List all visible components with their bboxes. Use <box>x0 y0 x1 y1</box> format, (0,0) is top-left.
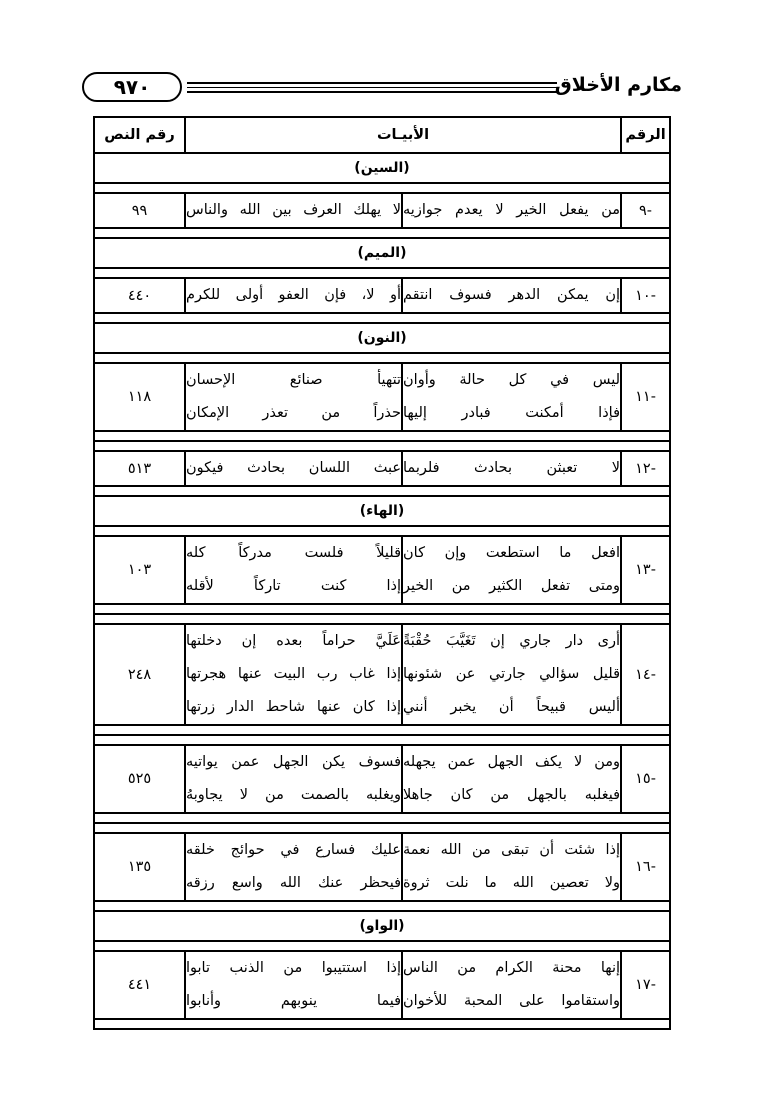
verse-line: فإذا أمكنت فبادر إليها <box>403 405 621 421</box>
verse-line: افعل ما استطعت وإن كان <box>403 545 621 561</box>
text-reference-number: ٤٤٠ <box>94 278 185 313</box>
section-title: (الواو) <box>94 911 670 941</box>
section-title: (الميم) <box>94 238 670 268</box>
verse-line: إذا غاب رب البيت عنها هجرتها <box>186 666 402 682</box>
table-row <box>94 193 670 228</box>
entry-number: -١٤ <box>621 624 670 725</box>
row-spacer <box>94 735 670 745</box>
verse-first-hemistich <box>402 278 621 313</box>
verse-first-hemistich <box>402 363 621 431</box>
section-header-row <box>94 323 670 353</box>
verse-line: إذا استتيبوا من الذنب تابوا <box>186 960 402 976</box>
row-spacer <box>94 604 670 614</box>
section-header-row <box>94 153 670 183</box>
page-header <box>82 72 682 106</box>
verse-line: قليلاً فلست مدركاً كله <box>186 545 402 561</box>
verse-line: ومن لا يكف الجهل عمن يجهله <box>403 754 621 770</box>
row-spacer <box>94 441 670 451</box>
verse-line: حذراً من تعذر الإمكان <box>186 405 402 421</box>
verse-first-hemistich <box>402 951 621 1019</box>
row-spacer <box>94 901 670 911</box>
entry-number: -١٢ <box>621 451 670 486</box>
verse-line: عليك فسارع في حوائج خلقه <box>186 842 402 858</box>
row-spacer <box>94 823 670 833</box>
entry-number: -١٦ <box>621 833 670 901</box>
table-row <box>94 536 670 604</box>
row-spacer <box>94 313 670 323</box>
entry-number: -١١ <box>621 363 670 431</box>
text-reference-number: ٩٩ <box>94 193 185 228</box>
verse-first-hemistich <box>402 833 621 901</box>
text-reference-number: ١٠٣ <box>94 536 185 604</box>
verse-line: قليل سؤالي جارتي عن شئونها <box>403 666 621 682</box>
row-spacer <box>94 353 670 363</box>
column-header-verses: الأبيـات <box>185 117 621 153</box>
verse-line: من يفعل الخير لا يعدم جوازيه <box>403 202 621 218</box>
verse-first-hemistich <box>402 536 621 604</box>
verse-line: لا يهلك العرف بين الله والناس <box>186 202 402 218</box>
entry-number: -١٥ <box>621 745 670 813</box>
verse-line: أليس قبيحاً أن يخبر أنني <box>403 699 621 715</box>
verse-line: لا تعبثن بحادث فلربما <box>403 460 621 476</box>
entry-number: -١٧ <box>621 951 670 1019</box>
entry-number: -١٠ <box>621 278 670 313</box>
row-spacer <box>94 486 670 496</box>
entry-number: -١٣ <box>621 536 670 604</box>
verse-first-hemistich <box>402 193 621 228</box>
row-spacer <box>94 431 670 441</box>
verse-second-hemistich <box>185 833 402 901</box>
text-reference-number: ٥٢٥ <box>94 745 185 813</box>
verse-first-hemistich <box>402 624 621 725</box>
text-reference-number: ٥١٣ <box>94 451 185 486</box>
row-spacer <box>94 1019 670 1029</box>
row-spacer <box>94 268 670 278</box>
verse-line: فيغلبه بالجهل من كان جاهلا <box>403 787 621 803</box>
section-title: (النون) <box>94 323 670 353</box>
row-spacer <box>94 183 670 193</box>
row-spacer <box>94 813 670 823</box>
verse-line: فيما ينوبهم وأنابوا <box>186 993 402 1009</box>
verse-second-hemistich <box>185 951 402 1019</box>
table-header-row <box>94 117 670 153</box>
verse-line: تتهيأ صنائع الإحسان <box>186 372 402 388</box>
verse-first-hemistich <box>402 745 621 813</box>
table-row <box>94 363 670 431</box>
verse-second-hemistich <box>185 745 402 813</box>
verse-line: واستقاموا على المحبة للأخوان <box>403 993 621 1009</box>
section-title: (السين) <box>94 153 670 183</box>
table-row <box>94 951 670 1019</box>
section-title: (الهاء) <box>94 496 670 526</box>
section-header-row <box>94 911 670 941</box>
table-row <box>94 833 670 901</box>
verse-line: فيحظر عنك الله واسع رزقه <box>186 875 402 891</box>
verse-line: ليس في كل حالة وأوان <box>403 372 621 388</box>
row-spacer <box>94 941 670 951</box>
page-number: ٩٧٠ <box>82 72 182 102</box>
header-rule <box>187 82 557 94</box>
table-row <box>94 624 670 725</box>
verse-line: أو لا، فإن العفو أولى للكرم <box>186 287 402 303</box>
verse-line: أرى دار جاري إن تَغَيَّبَ حُقْبَةً <box>403 633 621 649</box>
verse-line: إذا كان عنها شاحط الدار زرتها <box>186 699 402 715</box>
verse-second-hemistich <box>185 624 402 725</box>
text-reference-number: ١١٨ <box>94 363 185 431</box>
verse-second-hemistich <box>185 363 402 431</box>
verse-line: إذا كنت تاركاً لأقله <box>186 578 402 594</box>
verse-line: فسوف يكن الجهل عمن يواتيه <box>186 754 402 770</box>
verse-line: إنها محنة الكرام من الناس <box>403 960 621 976</box>
section-header-row <box>94 496 670 526</box>
verse-line: إذا شئت أن تبقى من الله نعمة <box>403 842 621 858</box>
verse-line: ويغلبه بالصمت من لا يجاوبهُ <box>186 787 402 803</box>
verse-second-hemistich <box>185 278 402 313</box>
entry-number: -٩ <box>621 193 670 228</box>
verses-table <box>93 116 671 1030</box>
table-row <box>94 451 670 486</box>
verse-second-hemistich <box>185 451 402 486</box>
row-spacer <box>94 228 670 238</box>
verse-line: ومتى تفعل الكثير من الخير <box>403 578 621 594</box>
column-header-text-ref: رقم النص <box>94 117 185 153</box>
text-reference-number: ٤٤١ <box>94 951 185 1019</box>
section-header-row <box>94 238 670 268</box>
verse-line: عَلَيَّ حراماً بعده إن دخلتها <box>186 633 402 649</box>
text-reference-number: ٢٤٨ <box>94 624 185 725</box>
row-spacer <box>94 526 670 536</box>
verse-second-hemistich <box>185 193 402 228</box>
verse-second-hemistich <box>185 536 402 604</box>
table-row <box>94 278 670 313</box>
text-reference-number: ١٣٥ <box>94 833 185 901</box>
verse-line: إن يمكن الدهر فسوف انتقم <box>403 287 621 303</box>
row-spacer <box>94 725 670 735</box>
verse-first-hemistich <box>402 451 621 486</box>
verse-line: عبث اللسان بحادث فيكون <box>186 460 402 476</box>
book-title: مكارم الأخلاق <box>554 74 682 96</box>
column-header-number: الرقم <box>621 117 670 153</box>
row-spacer <box>94 614 670 624</box>
table-row <box>94 745 670 813</box>
verse-line: ولا تعصين الله ما نلت ثروة <box>403 875 621 891</box>
